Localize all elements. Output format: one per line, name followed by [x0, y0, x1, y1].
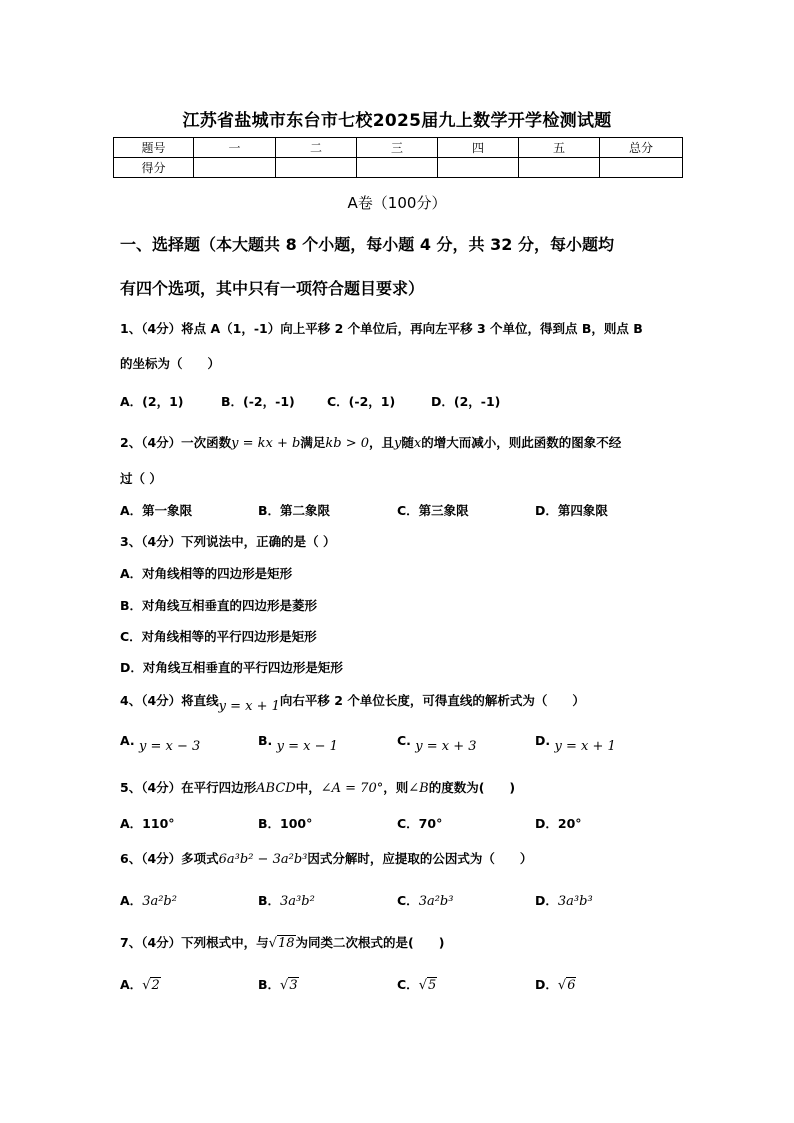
formula: y = kx + b — [231, 436, 301, 451]
radicand: 3 — [289, 978, 298, 993]
q6-prefix: 6、（4分）多项式 — [120, 851, 219, 866]
question-2-option-c[interactable]: C．第三象限 — [397, 503, 469, 518]
sqrt-expression: √3 — [280, 978, 298, 993]
score-cell[interactable] — [600, 158, 683, 178]
q6-text: 因式分解时，应提取的公因式为（ ） — [307, 851, 533, 866]
question-3-option-c[interactable]: C．对角线相等的平行四边形是矩形 — [120, 629, 317, 644]
question-3-option-d[interactable]: D．对角线互相垂直的平行四边形是矩形 — [120, 660, 343, 675]
option-label: A． — [120, 893, 143, 908]
question-2-stem — [120, 433, 621, 451]
table-cell: 二 — [276, 138, 357, 158]
q2-text: 满足 — [300, 435, 326, 450]
formula: y = x − 3 — [139, 739, 201, 754]
score-table — [113, 137, 683, 178]
table-cell: 一 — [194, 138, 276, 158]
q5-text: 的度数为( ) — [428, 780, 516, 795]
formula: y = x + 1 — [218, 699, 280, 714]
q2-text: ，且 — [369, 435, 395, 450]
question-3-option-a[interactable]: A．对角线相等的四边形是矩形 — [120, 566, 293, 581]
question-2-option-d[interactable]: D．第四象限 — [535, 503, 608, 518]
formula: kb > 0 — [325, 436, 370, 451]
question-4-option-b[interactable] — [258, 733, 338, 754]
sqrt-expression: √5 — [418, 978, 437, 993]
question-1-stem: 1、（4分）将点 A（1，-1）向上平移 2 个单位后，再向左平移 3 个单位，得到点 B，则点 B — [120, 321, 643, 336]
question-5-option-d[interactable]: D．20° — [535, 816, 582, 831]
sqrt-expression: √2 — [142, 978, 160, 993]
question-7-option-b[interactable] — [258, 975, 299, 993]
formula: ∠B — [408, 781, 429, 796]
question-1-option-a[interactable]: A．(2，1) — [120, 394, 184, 409]
option-label: D． — [535, 977, 558, 992]
q4-text: 向右平移 2 个单位长度，可得直线的解析式为（ ） — [279, 693, 585, 708]
sqrt-expression: √18 — [268, 936, 295, 951]
question-7-option-c[interactable] — [397, 975, 437, 993]
q4-prefix: 4、（4分）将直线 — [120, 693, 219, 708]
formula: ABCD — [256, 781, 296, 796]
question-6-option-c[interactable] — [397, 891, 453, 909]
score-cell[interactable] — [276, 158, 357, 178]
table-cell: 三 — [357, 138, 438, 158]
question-1-stem-cont: 的坐标为（ ） — [120, 356, 221, 371]
question-6-option-d[interactable] — [535, 891, 593, 909]
option-label: A． — [120, 977, 143, 992]
question-3-option-b[interactable]: B．对角线互相垂直的四边形是菱形 — [120, 598, 318, 613]
question-2-option-b[interactable]: B．第二象限 — [258, 503, 331, 518]
sqrt-expression: √6 — [557, 978, 576, 993]
section-heading-line1: 一、选择题（本大题共 8 个小题，每小题 4 分，共 32 分，每小题均 — [120, 235, 614, 254]
option-label: C． — [397, 893, 419, 908]
option-label: B． — [258, 893, 281, 908]
formula: y = x + 3 — [415, 739, 477, 754]
formula: 3a³b³ — [557, 894, 593, 909]
option-label: C． — [397, 977, 419, 992]
question-1-option-c[interactable]: C．(-2，1) — [327, 394, 396, 409]
option-label: A. — [120, 733, 135, 748]
score-cell[interactable] — [357, 158, 438, 178]
q2-prefix: 2、（4分）一次函数 — [120, 435, 232, 450]
question-5-option-b[interactable]: B．100° — [258, 816, 313, 831]
table-cell: 五 — [519, 138, 600, 158]
option-label: B. — [258, 733, 273, 748]
radicand: 2 — [151, 978, 160, 993]
exam-title: 江苏省盐城市东台市七校2025届九上数学开学检测试题 — [182, 111, 612, 131]
option-label: D. — [535, 733, 551, 748]
formula: 3a²b³ — [418, 894, 454, 909]
score-table-header-row — [114, 138, 683, 158]
q2-text: 的增大而减小，则此函数的图象不经 — [421, 435, 622, 450]
q5-text: 中， — [295, 780, 321, 795]
question-4-option-a[interactable] — [120, 733, 201, 754]
table-cell: 得分 — [114, 158, 194, 178]
formula: ∠A = 70° — [320, 781, 384, 796]
volume-heading: A卷（100分） — [347, 194, 447, 212]
question-1-option-d[interactable]: D．(2，-1) — [431, 394, 501, 409]
table-cell: 题号 — [114, 138, 194, 158]
score-cell[interactable] — [438, 158, 519, 178]
formula: y — [394, 436, 402, 451]
question-5-option-c[interactable]: C．70° — [397, 816, 443, 831]
question-4-option-c[interactable] — [397, 733, 477, 754]
question-7-option-d[interactable] — [535, 975, 576, 993]
formula: x — [413, 436, 422, 451]
formula: y = x + 1 — [554, 739, 616, 754]
question-5-stem — [120, 778, 515, 796]
score-table-score-row — [114, 158, 683, 178]
formula: 3a³b² — [280, 894, 315, 909]
question-3-stem: 3、（4分）下列说法中，正确的是（ ） — [120, 534, 336, 549]
section-heading-line2: 有四个选项，其中只有一项符合题目要求） — [120, 279, 425, 298]
formula: 3a²b² — [142, 894, 177, 909]
radicand: 18 — [277, 936, 295, 951]
q7-text: 为同类二次根式的是( ) — [295, 935, 445, 950]
q5-text: ，则 — [383, 780, 409, 795]
question-6-option-a[interactable] — [120, 891, 177, 909]
question-2-stem-cont: 过（ ） — [120, 471, 162, 486]
score-cell[interactable] — [194, 158, 276, 178]
question-4-option-d[interactable] — [535, 733, 616, 754]
q5-prefix: 5、（4分）在平行四边形 — [120, 780, 257, 795]
question-1-option-b[interactable]: B．(-2，-1) — [221, 394, 295, 409]
radicand: 6 — [567, 978, 576, 993]
score-cell[interactable] — [519, 158, 600, 178]
q2-text: 随 — [401, 435, 414, 450]
formula: y = x − 1 — [276, 739, 338, 754]
question-7-stem — [120, 933, 444, 951]
option-label: C. — [397, 733, 411, 748]
option-label: D． — [535, 893, 558, 908]
question-2-option-a[interactable]: A．第一象限 — [120, 503, 193, 518]
question-4-stem — [120, 691, 585, 714]
question-5-option-a[interactable]: A．110° — [120, 816, 175, 831]
formula: 6a³b² − 3a²b³ — [218, 852, 308, 867]
question-6-option-b[interactable] — [258, 891, 315, 909]
question-7-option-a[interactable] — [120, 975, 161, 993]
table-cell: 四 — [438, 138, 519, 158]
question-6-stem — [120, 849, 532, 867]
table-cell: 总分 — [600, 138, 683, 158]
radicand: 5 — [427, 978, 437, 993]
option-label: B． — [258, 977, 281, 992]
q7-prefix: 7、（4分）下列根式中，与 — [120, 935, 269, 950]
